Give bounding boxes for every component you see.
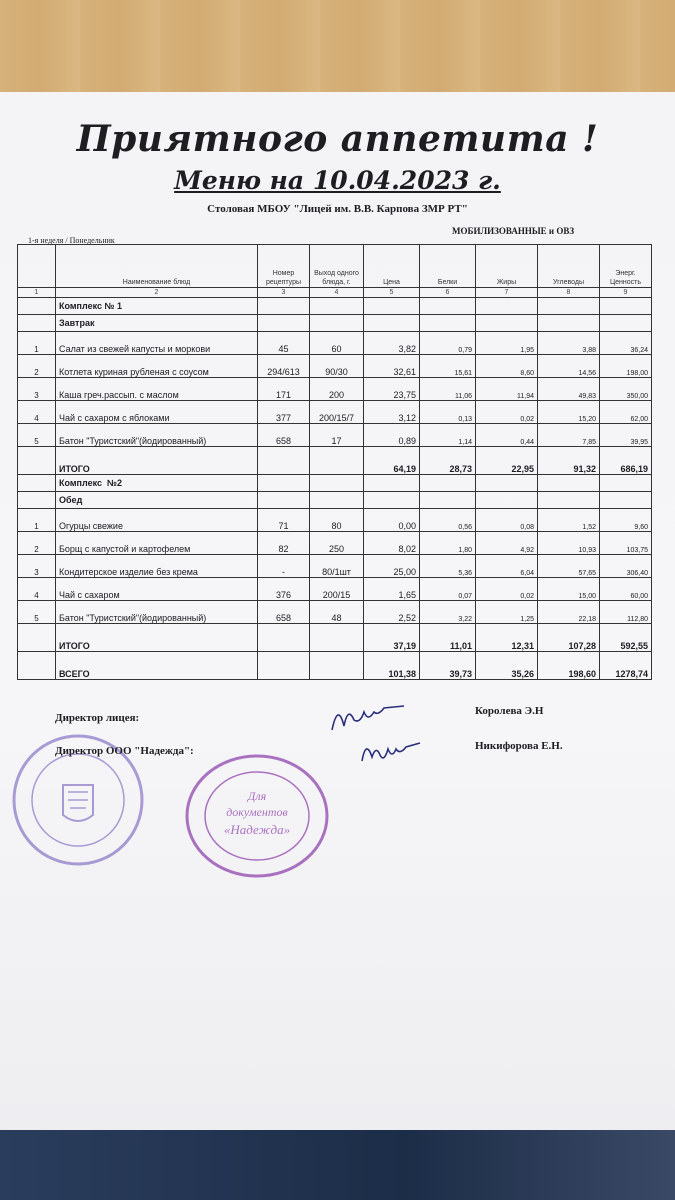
price: 0,89 (364, 424, 420, 447)
director-ooo-name: Никифорова Е.Н. (475, 740, 563, 752)
portion-weight: 200/15/7 (310, 401, 364, 424)
column-number: 1 (18, 288, 56, 298)
protein: 0,56 (420, 509, 476, 532)
complex-2-label: Комплекс №2 (56, 475, 258, 492)
fat: 4,92 (476, 532, 538, 555)
signature-1-icon (328, 700, 408, 740)
column-number: 3 (258, 288, 310, 298)
grand-total-price: 101,38 (364, 652, 420, 680)
row-index: 3 (18, 378, 56, 401)
recipe-number: 658 (258, 424, 310, 447)
grand-total-carbs: 198,60 (538, 652, 600, 680)
carbs: 14,56 (538, 355, 600, 378)
carbs: 49,83 (538, 378, 600, 401)
total-1-label: ИТОГО (56, 447, 258, 475)
protein: 0,07 (420, 578, 476, 601)
recipe-number: 171 (258, 378, 310, 401)
protein: 11,06 (420, 378, 476, 401)
portion-weight: 200 (310, 378, 364, 401)
dish-name: Борщ с капустой и картофелем (56, 532, 258, 555)
column-number-row (18, 288, 652, 298)
fat: 0,02 (476, 578, 538, 601)
portion-weight: 80/1шт (310, 555, 364, 578)
price: 1,65 (364, 578, 420, 601)
energy: 350,00 (600, 378, 652, 401)
column-number: 6 (420, 288, 476, 298)
column-number: 4 (310, 288, 364, 298)
recipe-number: 294/613 (258, 355, 310, 378)
table-row (18, 424, 652, 447)
meal-2-row (18, 492, 652, 509)
row-index: 5 (18, 424, 56, 447)
col-header-carbs: Углеводы (538, 245, 600, 288)
portion-weight: 200/15 (310, 578, 364, 601)
protein: 0,13 (420, 401, 476, 424)
meal-1-label: Завтрак (56, 315, 258, 332)
fat: 8,60 (476, 355, 538, 378)
dish-name: Батон "Туристский"(йодированный) (56, 601, 258, 624)
column-number: 5 (364, 288, 420, 298)
carbs: 10,93 (538, 532, 600, 555)
total-1-row (18, 447, 652, 475)
total-2-price: 37,19 (364, 624, 420, 652)
portion-weight: 90/30 (310, 355, 364, 378)
table-row (18, 578, 652, 601)
protein: 3,22 (420, 601, 476, 624)
protein: 0,79 (420, 332, 476, 355)
fat: 0,02 (476, 401, 538, 424)
total-1-energy: 686,19 (600, 447, 652, 475)
table-row (18, 401, 652, 424)
col-header-recipe: Номер рецептуры (258, 245, 310, 288)
carbs: 1,52 (538, 509, 600, 532)
col-header-weight: Выход одного блюда, г. (310, 245, 364, 288)
fat: 0,44 (476, 424, 538, 447)
energy: 306,40 (600, 555, 652, 578)
carbs: 7,85 (538, 424, 600, 447)
carbs: 15,20 (538, 401, 600, 424)
lunch-rows (18, 509, 652, 624)
stamp-text-mid: документов (226, 805, 288, 819)
row-index: 3 (18, 555, 56, 578)
energy: 60,00 (600, 578, 652, 601)
bottom-background (0, 1130, 675, 1200)
stamp-text-top: Для (247, 789, 267, 803)
signature-2-icon (356, 735, 426, 771)
table-row (18, 332, 652, 355)
total-1-price: 64,19 (364, 447, 420, 475)
dish-name: Огурцы свежие (56, 509, 258, 532)
column-number: 7 (476, 288, 538, 298)
row-index: 1 (18, 509, 56, 532)
row-index: 4 (18, 578, 56, 601)
meal-2-label: Обед (56, 492, 258, 509)
total-1-carbs: 91,32 (538, 447, 600, 475)
dish-name: Чай с сахаром (56, 578, 258, 601)
school-name: Столовая МБОУ "Лицей им. В.В. Карпова ЗМР РТ" (207, 203, 468, 215)
portion-weight: 17 (310, 424, 364, 447)
col-header-name: Наименование блюд (56, 245, 258, 288)
total-1-protein: 28,73 (420, 447, 476, 475)
energy: 198,00 (600, 355, 652, 378)
price: 2,52 (364, 601, 420, 624)
complex-1-label: Комплекс № 1 (56, 298, 258, 315)
breakfast-rows (18, 332, 652, 447)
portion-weight: 48 (310, 601, 364, 624)
price: 3,12 (364, 401, 420, 424)
recipe-number: 377 (258, 401, 310, 424)
column-number: 2 (56, 288, 258, 298)
col-header-fat: Жиры (476, 245, 538, 288)
director-lyceum-name: Королева Э.Н (475, 705, 544, 717)
total-1-fat: 22,95 (476, 447, 538, 475)
director-lyceum-label: Директор лицея: (55, 712, 140, 724)
recipe-number: - (258, 555, 310, 578)
grand-total-row (18, 652, 652, 680)
recipe-number: 71 (258, 509, 310, 532)
portion-weight: 60 (310, 332, 364, 355)
column-number: 9 (600, 288, 652, 298)
page-title: Приятного аппетита ! (76, 118, 599, 160)
fat: 11,94 (476, 378, 538, 401)
energy: 36,24 (600, 332, 652, 355)
energy: 39,95 (600, 424, 652, 447)
protein: 15,61 (420, 355, 476, 378)
total-2-energy: 592,55 (600, 624, 652, 652)
meal-1-row (18, 315, 652, 332)
col-header-price: Цена (364, 245, 420, 288)
price: 0,00 (364, 509, 420, 532)
total-2-fat: 12,31 (476, 624, 538, 652)
fat: 1,95 (476, 332, 538, 355)
stamp-text-name: «Надежда» (223, 822, 291, 837)
portion-weight: 80 (310, 509, 364, 532)
complex-1-row (18, 298, 652, 315)
dish-name: Котлета куриная рубленая с соусом (56, 355, 258, 378)
col-header-index (18, 245, 56, 288)
energy: 103,75 (600, 532, 652, 555)
row-index: 1 (18, 332, 56, 355)
total-2-protein: 11,01 (420, 624, 476, 652)
carbs: 57,65 (538, 555, 600, 578)
nadezhda-stamp-icon (182, 752, 332, 880)
menu-table (17, 244, 652, 680)
row-index: 2 (18, 532, 56, 555)
total-2-row (18, 624, 652, 652)
fat: 0,08 (476, 509, 538, 532)
carbs: 22,18 (538, 601, 600, 624)
category-label: МОБИЛИЗОВАННЫЕ и ОВЗ (452, 226, 575, 236)
col-header-energy: Энерг. Ценность (600, 245, 652, 288)
grand-total-label: ВСЕГО (56, 652, 258, 680)
protein: 1,14 (420, 424, 476, 447)
menu-date-title: Меню на 10.04.2023 г. (174, 166, 501, 195)
price: 25,00 (364, 555, 420, 578)
fat: 1,25 (476, 601, 538, 624)
table-row (18, 601, 652, 624)
grand-total-fat: 35,26 (476, 652, 538, 680)
total-2-carbs: 107,28 (538, 624, 600, 652)
table-row (18, 555, 652, 578)
price: 23,75 (364, 378, 420, 401)
dish-name: Кондитерское изделие без крема (56, 555, 258, 578)
fat: 6,04 (476, 555, 538, 578)
protein: 5,36 (420, 555, 476, 578)
table-row (18, 532, 652, 555)
row-index: 5 (18, 601, 56, 624)
desk-background (0, 0, 675, 100)
energy: 112,80 (600, 601, 652, 624)
row-index: 2 (18, 355, 56, 378)
energy: 62,00 (600, 401, 652, 424)
recipe-number: 45 (258, 332, 310, 355)
carbs: 15,00 (538, 578, 600, 601)
grand-total-energy: 1278,74 (600, 652, 652, 680)
price: 8,02 (364, 532, 420, 555)
portion-weight: 250 (310, 532, 364, 555)
column-number: 8 (538, 288, 600, 298)
dish-name: Батон "Туристский"(йодированный) (56, 424, 258, 447)
energy: 9,60 (600, 509, 652, 532)
table-header-row (18, 245, 652, 288)
week-label: 1-я неделя / Понедельник (28, 236, 115, 245)
price: 3,82 (364, 332, 420, 355)
grand-total-protein: 39,73 (420, 652, 476, 680)
recipe-number: 376 (258, 578, 310, 601)
row-index: 4 (18, 401, 56, 424)
director-ooo-label: Директор ООО "Надежда": (55, 745, 194, 757)
recipe-number: 658 (258, 601, 310, 624)
complex-2-row (18, 475, 652, 492)
recipe-number: 82 (258, 532, 310, 555)
carbs: 3,88 (538, 332, 600, 355)
dish-name: Чай с сахаром с яблоками (56, 401, 258, 424)
table-row (18, 378, 652, 401)
dish-name: Салат из свежей капусты и моркови (56, 332, 258, 355)
dish-name: Каша греч.рассып. с маслом (56, 378, 258, 401)
table-row (18, 355, 652, 378)
col-header-protein: Белки (420, 245, 476, 288)
protein: 1,80 (420, 532, 476, 555)
total-2-label: ИТОГО (56, 624, 258, 652)
table-row (18, 509, 652, 532)
price: 32,61 (364, 355, 420, 378)
